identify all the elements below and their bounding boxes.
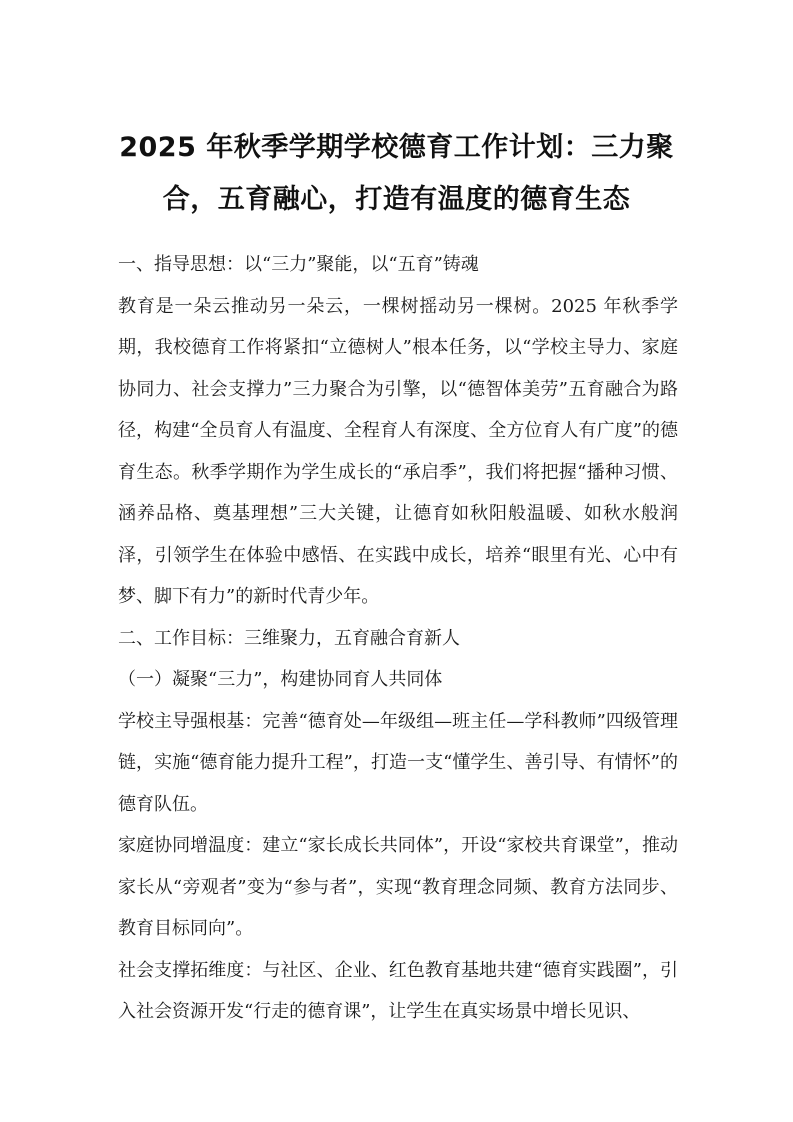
title-line-1: 2025 年秋季学期学校德育工作计划：三力聚: [119, 132, 674, 163]
document-title: [100, 122, 693, 226]
title-line-2: 合，五育融心，打造有温度的德育生态: [162, 184, 631, 215]
section-heading-work-goals: 二、工作目标：三维聚力，五育融合育新人: [118, 627, 460, 649]
document-body: [118, 244, 678, 1033]
subsection-heading-three-forces: （一）凝聚“三力”，构建协同育人共同体: [118, 669, 443, 690]
paragraph-school-lead: 学校主导强根基：完善“德育处—年级组—班主任—学科教师”四级管理链，实施“德育能力提升工程”，打造一支“懂学生、善引导、有情怀”的德育队伍。: [118, 710, 678, 815]
paragraph-social-support: 社会支撑拓维度：与社区、企业、红色教育基地共建“德育实践圈”，引入社会资源开发“行走的德育课”，让学生在真实场景中增长见识、: [118, 959, 678, 1022]
paragraph-family-collab: 家庭协同增温度：建立“家长成长共同体”，开设“家校共育课堂”，推动家长从“旁观者”变为“参与者”，实现“教育理念同频、教育方法同步、教育目标同向”。: [118, 835, 678, 939]
paragraph-intro: 教育是一朵云推动另一朵云，一棵树摇动另一棵树。2025 年秋季学期，我校德育工作将紧扣“立德树人”根本任务，以“学校主导力、家庭协同力、社会支撑力”三力聚合为引擎，以“德智体美劳”五育融合为路径，构建“全员育人有温度、全程育人有深度、全方位育人有广度”的德育生态。秋季学期作为学生成长的“承启季”，我们将把握“播种习惯、涵养品格、奠基理想”三大关键，让德育如秋阳般温暖、如秋水般润泽，引领学生在体验中感悟、在实践中成长，培养“眼里有光、心中有梦、脚下有力”的新时代青少年。: [118, 295, 678, 607]
section-heading-guiding-ideology: 一、指导思想：以“三力”聚能，以“五育”铸魂: [118, 254, 479, 275]
